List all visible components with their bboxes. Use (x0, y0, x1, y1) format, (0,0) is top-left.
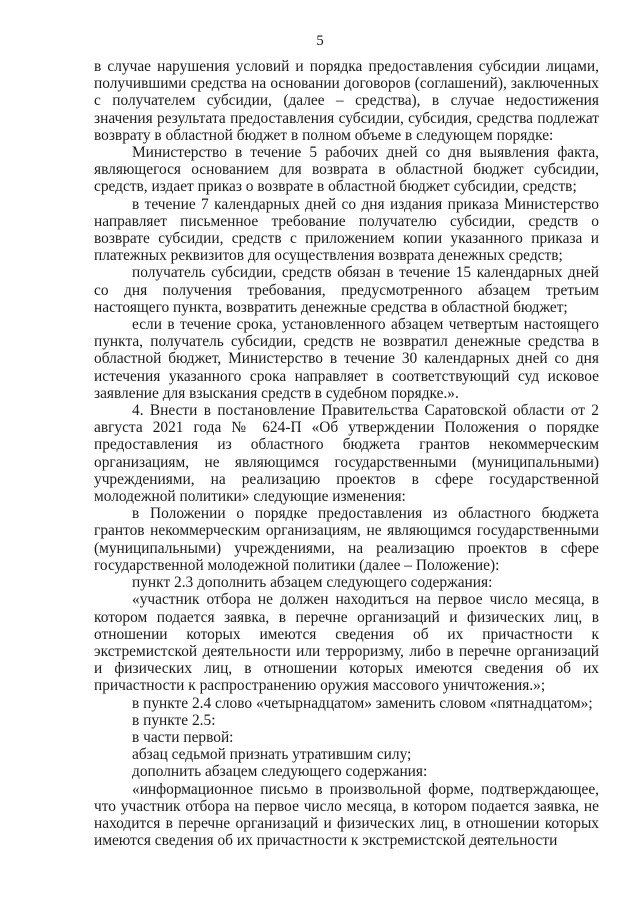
paragraph: в пункте 2.5: (132, 711, 216, 729)
paragraph: «информационное письмо в произвольной форме, подтверждающее, что участник отбора на первое число месяца, в котором подается заявка, не находится в перечне организаций и физических лиц, в отношении которых имеются сведения об их причастности к экстремистской деятельности (94, 780, 599, 850)
document-body (94, 58, 599, 849)
paragraph: в Положении о порядке предоставления из областного бюджета грантов некоммерческим организациям, не являющимся государственными (муниципальными) учреждениями, на реализацию проектов в сфере государственной молодежной политики (далее – Положение): (94, 505, 599, 574)
paragraph: Министерство в течение 5 рабочих дней со дня выявления факта, являющегося основанием для возврата в областной бюджет субсидии, средств, издает приказ о возврате в областной бюджет субсидии, средств; (94, 144, 599, 196)
paragraph: в случае нарушения условий и порядка предоставления субсидии лицами, получившими средства на основании договоров (соглашений), заключенных с получателем субсидии, (далее – средства), в случае недостижения значения результата предоставления субсидии, субсидия, средства подлежат возврату в областной бюджет в полном объеме в следующем порядке: (94, 58, 599, 144)
page-number: 5 (316, 33, 324, 49)
paragraph: абзац седьмой признать утратившим силу; (132, 746, 412, 764)
paragraph: дополнить абзацем следующего содержания: (132, 763, 428, 781)
paragraph: в пункте 2.4 слово «четырнадцатом» заменить словом «пятнадцатом»; (132, 694, 593, 712)
paragraph: в части первой: (132, 728, 234, 746)
paragraph: 4. Внести в постановление Правительства Саратовской области от 2 августа 2021 года № 624-П «Об утверждении Положения о порядке предоставления из областного бюджета грантов некоммерческим организациям, не являющимся государственными (муниципальными) учреждениями, на реализацию проектов в сфере государственной молодежной политики» следующие изменения: (94, 402, 599, 506)
paragraph: «участник отбора не должен находиться на первое число месяца, в котором подается заявка, в перечне организаций и физических лиц, в отношении которых имеются сведения об их причастности к экстремистской деятельности или терроризму, либо в перечне организаций и физических лиц, в отношении которых имеются сведения об их причастности к распространению оружия массового уничтожения.»; (94, 591, 599, 695)
paragraph: пункт 2.3 дополнить абзацем следующего содержания: (132, 574, 493, 592)
paragraph: получатель субсидии, средств обязан в течение 15 календарных дней со дня получения требования, предусмотренного абзацем третьим настоящего пункта, возвратить денежные средства в областной бюджет; (94, 264, 599, 316)
paragraph: если в течение срока, установленного абзацем четвертым настоящего пункта, получатель субсидии, средств не возвратил денежные средства в областной бюджет, Министерство в течение 30 календарных дней со дня истечения указанного срока направляет в соответствующий суд исковое заявление для взыскания средств в судебном порядке.». (94, 316, 599, 402)
paragraph: в течение 7 календарных дней со дня издания приказа Министерство направляет письменное требование получателю субсидии, средств о возврате субсидии, средств с приложением копии указанного приказа и платежных реквизитов для осуществления возврата денежных средств; (94, 195, 599, 265)
